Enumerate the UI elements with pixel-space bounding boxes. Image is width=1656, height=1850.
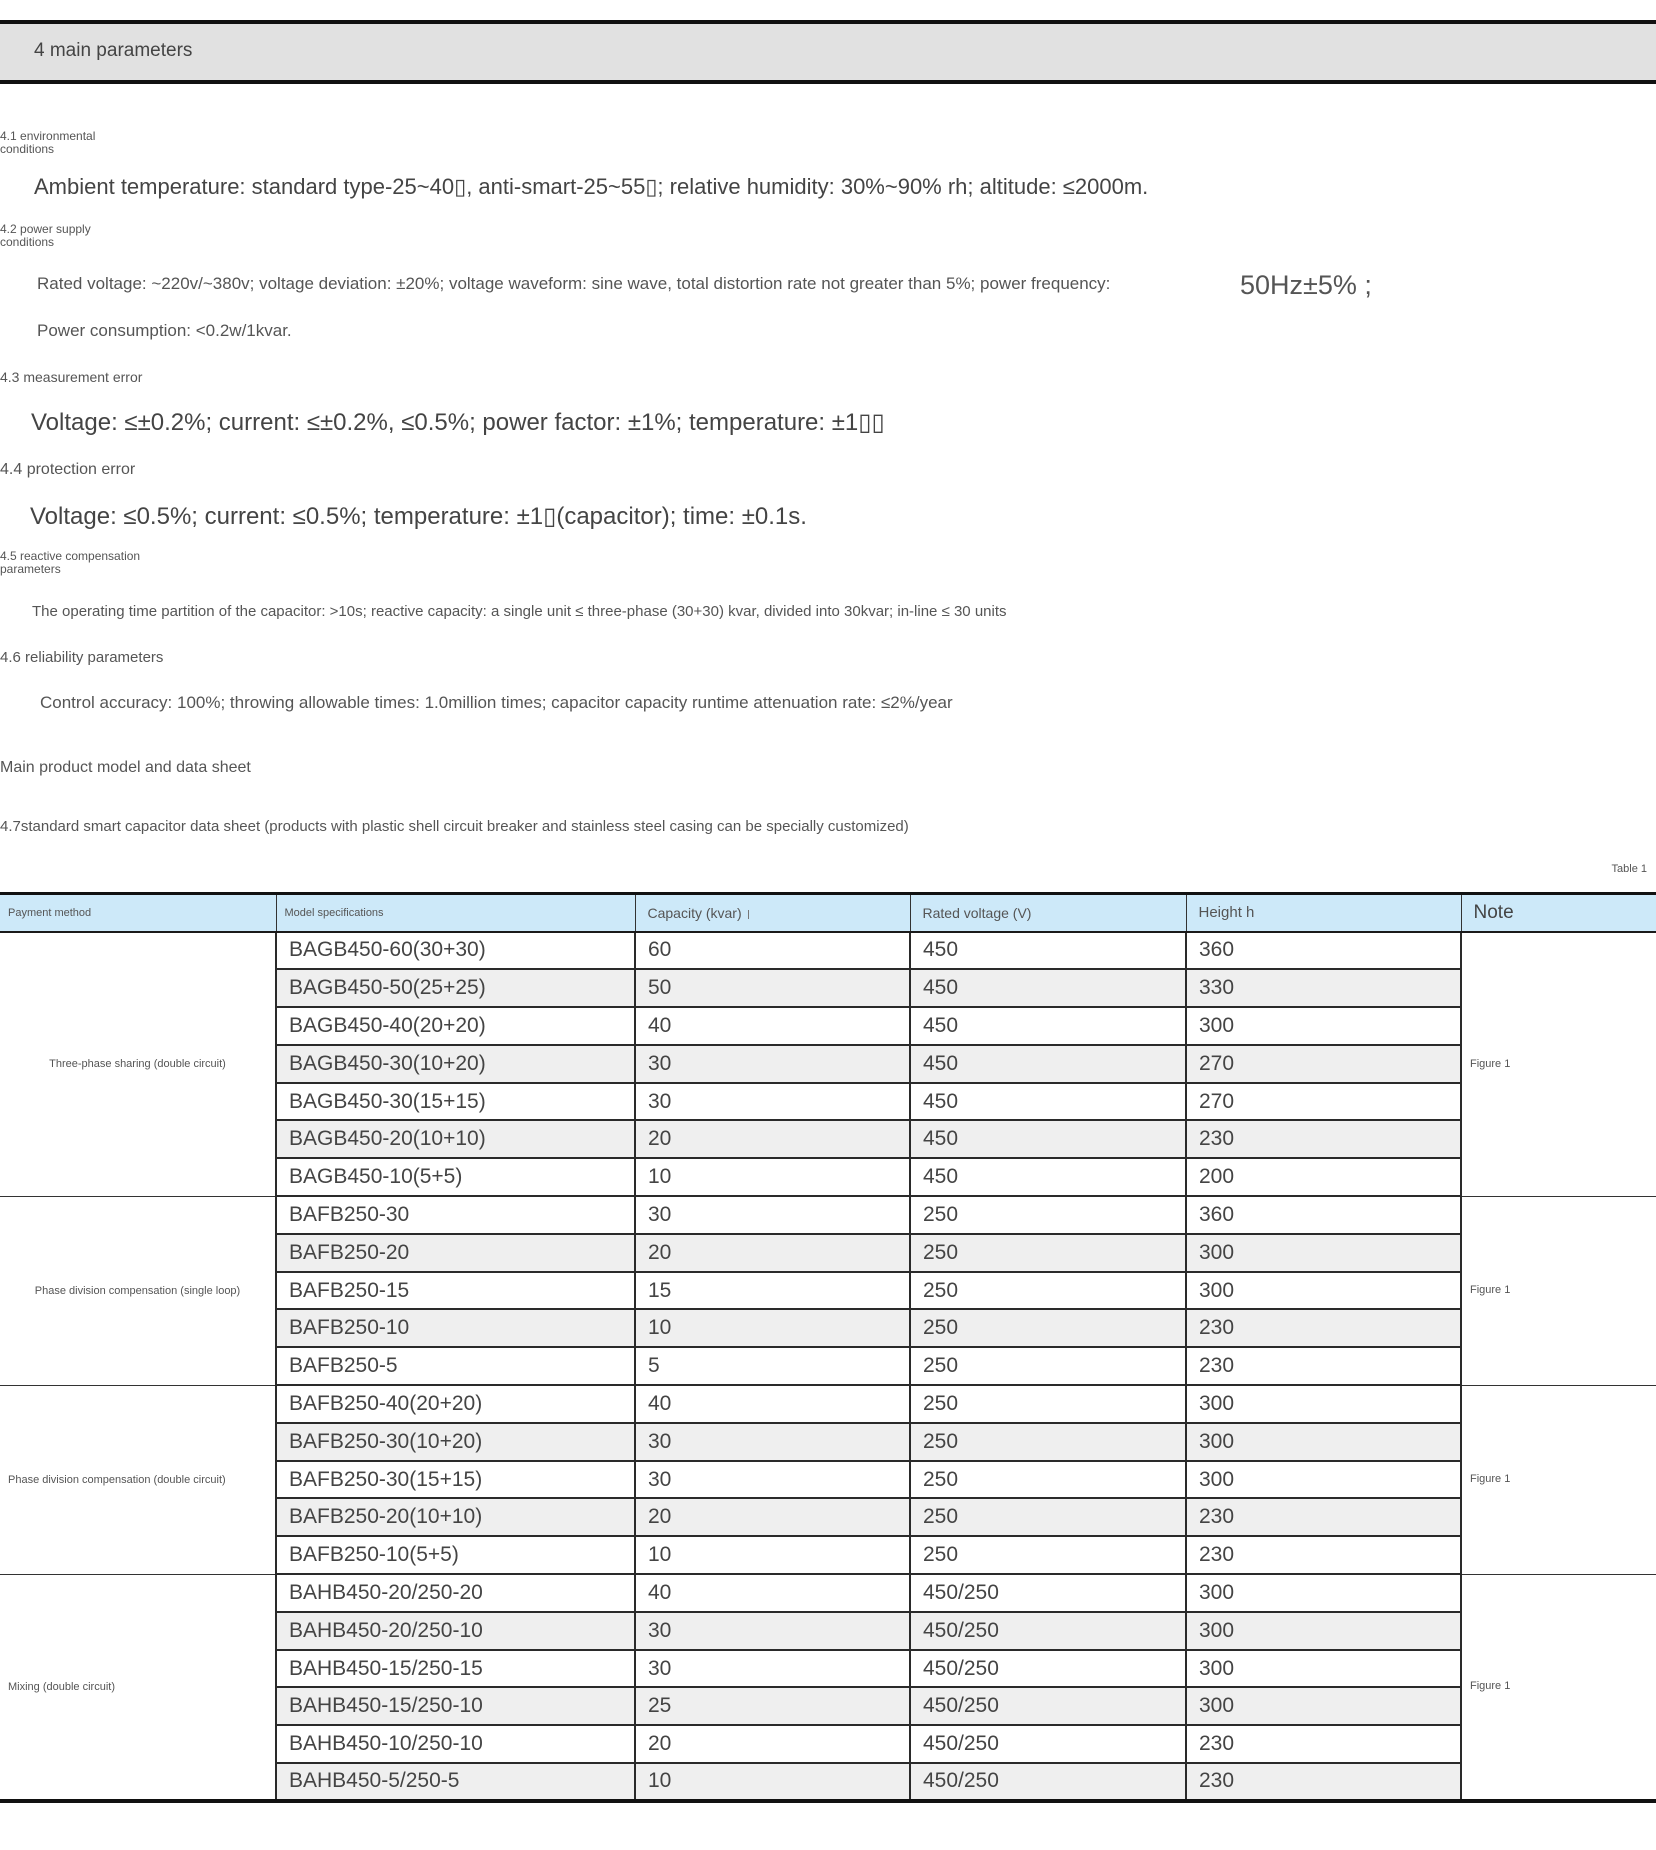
model-cell: BAHB450-15/250-10 bbox=[276, 1687, 635, 1725]
voltage-cell: 250 bbox=[910, 1234, 1186, 1272]
height-cell: 230 bbox=[1186, 1725, 1461, 1763]
capacity-cell: 30 bbox=[635, 1612, 910, 1650]
model-cell: BAGB450-60(30+30) bbox=[276, 932, 635, 970]
height-cell: 300 bbox=[1186, 1650, 1461, 1688]
model-cell: BAGB450-30(10+20) bbox=[276, 1045, 635, 1083]
capacity-cell: 15 bbox=[635, 1272, 910, 1310]
section-4-1-text: Ambient temperature: standard type-25~40▯, anti-smart-25~55▯; relative humidity: 30%~90% rh; altitude: ≤2000m. bbox=[34, 174, 1149, 199]
power-frequency-value: 50Hz±5% ; bbox=[1240, 270, 1372, 300]
model-cell: BAHB450-20/250-10 bbox=[276, 1612, 635, 1650]
height-cell: 230 bbox=[1186, 1763, 1461, 1801]
capacity-cell: 10 bbox=[635, 1158, 910, 1196]
voltage-cell: 250 bbox=[910, 1423, 1186, 1461]
voltage-cell: 250 bbox=[910, 1498, 1186, 1536]
capacity-cell: 60 bbox=[635, 932, 910, 970]
voltage-cell: 450/250 bbox=[910, 1687, 1186, 1725]
model-cell: BAHB450-20/250-20 bbox=[276, 1574, 635, 1612]
height-cell: 300 bbox=[1186, 1612, 1461, 1650]
table-row bbox=[0, 1385, 1656, 1423]
note-cell: Figure 1 bbox=[1461, 1385, 1656, 1574]
model-cell: BAFB250-15 bbox=[276, 1272, 635, 1310]
voltage-cell: 250 bbox=[910, 1347, 1186, 1385]
voltage-cell: 250 bbox=[910, 1196, 1186, 1234]
power-consumption-text: Power consumption: <0.2w/1kvar. bbox=[37, 321, 292, 340]
model-cell: BAFB250-30(15+15) bbox=[276, 1461, 635, 1499]
payment-method-cell: Phase division compensation (single loop) bbox=[0, 1196, 276, 1385]
height-cell: 270 bbox=[1186, 1045, 1461, 1083]
capacity-cell: 30 bbox=[635, 1461, 910, 1499]
capacity-cell: 50 bbox=[635, 969, 910, 1007]
model-cell: BAFB250-20(10+10) bbox=[276, 1498, 635, 1536]
capacity-cell: 30 bbox=[635, 1196, 910, 1234]
voltage-cell: 450/250 bbox=[910, 1650, 1186, 1688]
note-cell: Figure 1 bbox=[1461, 1574, 1656, 1801]
section-4-4-label: 4.4 protection error bbox=[0, 461, 136, 478]
table-row bbox=[0, 1196, 1656, 1234]
height-cell: 360 bbox=[1186, 1196, 1461, 1234]
model-cell: BAFB250-10 bbox=[276, 1309, 635, 1347]
capacity-cell: 10 bbox=[635, 1763, 910, 1801]
section-4-2-text: Rated voltage: ~220v/~380v; voltage deviation: ±20%; voltage waveform: sine wave, total distortion rate not greater than 5%; power frequency: bbox=[37, 274, 1111, 293]
header-capacity: Capacity (kvar) bbox=[635, 894, 910, 932]
model-cell: BAFB250-5 bbox=[276, 1347, 635, 1385]
voltage-cell: 450 bbox=[910, 1158, 1186, 1196]
voltage-cell: 450 bbox=[910, 1083, 1186, 1121]
voltage-cell: 450 bbox=[910, 932, 1186, 970]
section-4-3-label: 4.3 measurement error bbox=[0, 369, 143, 385]
height-cell: 300 bbox=[1186, 1423, 1461, 1461]
model-cell: BAHB450-5/250-5 bbox=[276, 1763, 635, 1801]
capacitor-data-table bbox=[0, 892, 1656, 1803]
height-cell: 300 bbox=[1186, 1272, 1461, 1310]
payment-method-cell: Three-phase sharing (double circuit) bbox=[0, 932, 276, 1197]
height-cell: 300 bbox=[1186, 1461, 1461, 1499]
model-cell: BAGB450-50(25+25) bbox=[276, 969, 635, 1007]
capacity-cell: 30 bbox=[635, 1423, 910, 1461]
voltage-cell: 450/250 bbox=[910, 1763, 1186, 1801]
height-cell: 360 bbox=[1186, 932, 1461, 970]
capacity-cell: 10 bbox=[635, 1536, 910, 1574]
section-header-band bbox=[0, 20, 1656, 84]
capacity-cell: 20 bbox=[635, 1120, 910, 1158]
height-cell: 270 bbox=[1186, 1083, 1461, 1121]
section-4-7-label: 4.7standard smart capacitor data sheet (products with plastic shell circuit breaker and stainless steel casing can be specially customized) bbox=[0, 818, 909, 835]
height-cell: 230 bbox=[1186, 1120, 1461, 1158]
model-cell: BAGB450-10(5+5) bbox=[276, 1158, 635, 1196]
note-cell: Figure 1 bbox=[1461, 1196, 1656, 1385]
header-note: Note bbox=[1461, 894, 1656, 932]
note-cell: Figure 1 bbox=[1461, 932, 1656, 1197]
payment-method-cell: Mixing (double circuit) bbox=[0, 1574, 276, 1801]
model-cell: BAGB450-40(20+20) bbox=[276, 1007, 635, 1045]
capacity-cell: 30 bbox=[635, 1045, 910, 1083]
model-cell: BAFB250-40(20+20) bbox=[276, 1385, 635, 1423]
capacity-cell: 25 bbox=[635, 1687, 910, 1725]
capacity-cell: 30 bbox=[635, 1083, 910, 1121]
header-height: Height h bbox=[1186, 894, 1461, 932]
voltage-cell: 250 bbox=[910, 1272, 1186, 1310]
capacity-cell: 40 bbox=[635, 1574, 910, 1612]
model-cell: BAGB450-20(10+10) bbox=[276, 1120, 635, 1158]
height-cell: 230 bbox=[1186, 1309, 1461, 1347]
voltage-cell: 450 bbox=[910, 1045, 1186, 1083]
voltage-cell: 450 bbox=[910, 969, 1186, 1007]
voltage-cell: 250 bbox=[910, 1385, 1186, 1423]
table-header-row bbox=[0, 894, 1656, 932]
voltage-cell: 250 bbox=[910, 1536, 1186, 1574]
height-cell: 300 bbox=[1186, 1687, 1461, 1725]
capacity-cell: 20 bbox=[635, 1725, 910, 1763]
model-cell: BAFB250-30 bbox=[276, 1196, 635, 1234]
table-caption: Table 1 bbox=[1611, 863, 1647, 875]
main-data-sheet-label: Main product model and data sheet bbox=[0, 759, 251, 776]
section-4-6-text: Control accuracy: 100%; throwing allowable times: 1.0million times; capacitor capacity runtime attenuation rate: ≤2%/year bbox=[40, 693, 953, 712]
voltage-cell: 250 bbox=[910, 1309, 1186, 1347]
voltage-cell: 450/250 bbox=[910, 1725, 1186, 1763]
capacity-cell: 20 bbox=[635, 1234, 910, 1272]
capacity-cell: 5 bbox=[635, 1347, 910, 1385]
page-title: 4 main parameters bbox=[34, 40, 193, 61]
model-cell: BAHB450-15/250-15 bbox=[276, 1650, 635, 1688]
height-cell: 330 bbox=[1186, 969, 1461, 1007]
table-row bbox=[0, 932, 1656, 970]
height-cell: 300 bbox=[1186, 1234, 1461, 1272]
section-4-1-label: 4.1 environmental conditions bbox=[0, 129, 96, 156]
height-cell: 300 bbox=[1186, 1574, 1461, 1612]
voltage-cell: 250 bbox=[910, 1461, 1186, 1499]
height-cell: 230 bbox=[1186, 1347, 1461, 1385]
payment-method-cell: Phase division compensation (double circuit) bbox=[0, 1385, 276, 1574]
voltage-cell: 450/250 bbox=[910, 1574, 1186, 1612]
voltage-cell: 450/250 bbox=[910, 1612, 1186, 1650]
section-4-4-text: Voltage: ≤0.5%; current: ≤0.5%; temperature: ±1▯(capacitor); time: ±0.1s. bbox=[30, 503, 807, 530]
capacity-cell: 10 bbox=[635, 1309, 910, 1347]
header-rated-voltage: Rated voltage (V) bbox=[910, 894, 1186, 932]
section-4-3-text: Voltage: ≤±0.2%; current: ≤±0.2%, ≤0.5%; power factor: ±1%; temperature: ±1▯▯ bbox=[31, 409, 885, 436]
header-model-specifications: Model specifications bbox=[276, 894, 635, 932]
model-cell: BAFB250-10(5+5) bbox=[276, 1536, 635, 1574]
table-body bbox=[0, 932, 1656, 1801]
height-cell: 200 bbox=[1186, 1158, 1461, 1196]
table-row bbox=[0, 1574, 1656, 1612]
section-4-5-text: The operating time partition of the capacitor: >10s; reactive capacity: a single unit ≤ three-phase (30+30) kvar, divided into 30kvar; in-line ≤ 30 units bbox=[32, 603, 1007, 620]
height-cell: 230 bbox=[1186, 1498, 1461, 1536]
height-cell: 300 bbox=[1186, 1385, 1461, 1423]
model-cell: BAFB250-20 bbox=[276, 1234, 635, 1272]
model-cell: BAHB450-10/250-10 bbox=[276, 1725, 635, 1763]
voltage-cell: 450 bbox=[910, 1007, 1186, 1045]
capacity-cell: 40 bbox=[635, 1007, 910, 1045]
capacity-cell: 20 bbox=[635, 1498, 910, 1536]
section-4-5-label: 4.5 reactive compensation parameters bbox=[0, 549, 141, 576]
section-4-2-label: 4.2 power supply conditions bbox=[0, 222, 91, 249]
height-cell: 300 bbox=[1186, 1007, 1461, 1045]
capacity-cell: 30 bbox=[635, 1650, 910, 1688]
section-4-6-label: 4.6 reliability parameters bbox=[0, 649, 164, 666]
voltage-cell: 450 bbox=[910, 1120, 1186, 1158]
model-cell: BAFB250-30(10+20) bbox=[276, 1423, 635, 1461]
model-cell: BAGB450-30(15+15) bbox=[276, 1083, 635, 1121]
height-cell: 230 bbox=[1186, 1536, 1461, 1574]
header-payment-method: Payment method bbox=[0, 894, 276, 932]
capacity-cell: 40 bbox=[635, 1385, 910, 1423]
